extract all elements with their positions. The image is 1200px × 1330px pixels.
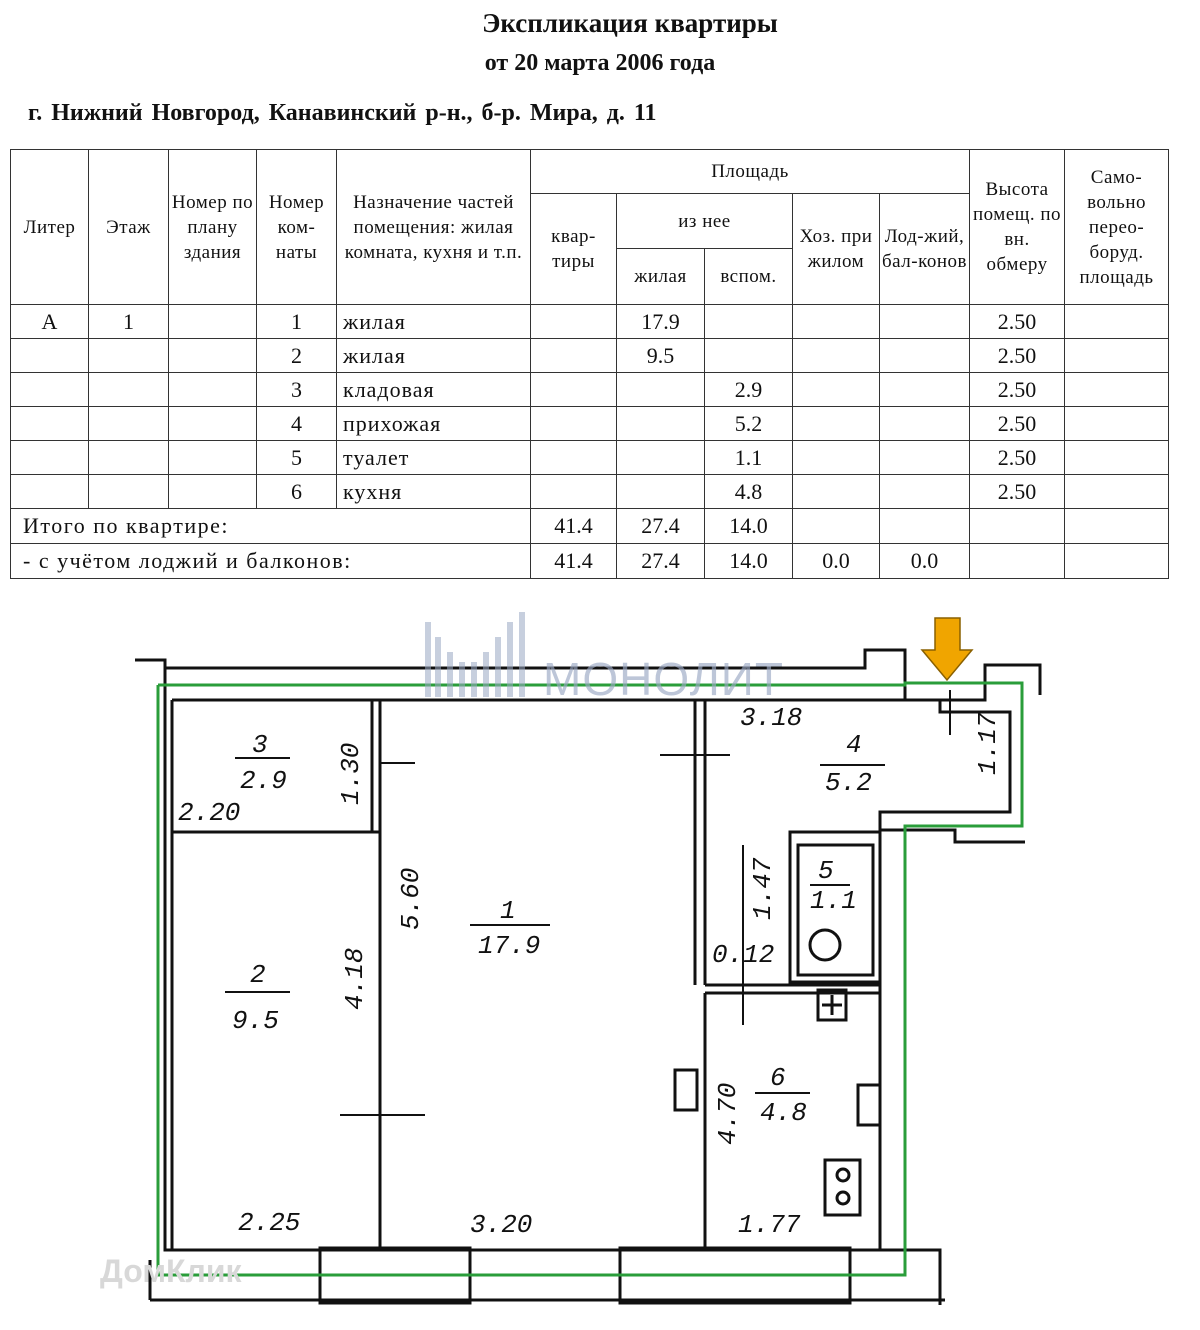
dimension-label: 4.70 (713, 1082, 743, 1145)
total-living: 27.4 (617, 509, 705, 544)
header-living: жилая (617, 249, 705, 305)
cell-living (617, 407, 705, 441)
cell-liter (11, 475, 89, 509)
header-household: Хоз. при жилом (793, 194, 880, 305)
cell-plan (169, 475, 257, 509)
cell-aux: 5.2 (705, 407, 793, 441)
table-row (11, 339, 1169, 373)
dimension-label: 2.25 (238, 1208, 301, 1238)
total-label: - с учётом лоджий и балконов: (11, 544, 531, 579)
cell-aux (705, 305, 793, 339)
dimension-label: 1.17 (973, 712, 1003, 775)
cell-aux: 2.9 (705, 373, 793, 407)
cell-apartment (531, 407, 617, 441)
cell-purpose: кухня (337, 475, 531, 509)
cell-aux (705, 339, 793, 373)
total-loggia: 0.0 (880, 544, 970, 579)
header-of-it: из нее (617, 194, 793, 249)
dimension-label: 0.12 (712, 940, 775, 970)
table-row (11, 407, 1169, 441)
cell-floor: 1 (89, 305, 169, 339)
cell-household (793, 475, 880, 509)
table-row (11, 373, 1169, 407)
plan-wall (880, 842, 940, 1305)
room-4-number: 4 (846, 730, 862, 760)
cell-floor (89, 373, 169, 407)
total-aux: 14.0 (705, 544, 793, 579)
header-unauthorized: Само-вольно перео-боруд. площадь (1065, 150, 1169, 305)
cell-floor (89, 339, 169, 373)
cell-plan (169, 441, 257, 475)
total-household (793, 509, 880, 544)
total-household: 0.0 (793, 544, 880, 579)
cell-unauth (1065, 305, 1169, 339)
dimension-label: 1.77 (738, 1210, 801, 1240)
cell-room: 6 (257, 475, 337, 509)
room-1-area: 17.9 (478, 931, 541, 961)
cell-room: 2 (257, 339, 337, 373)
plan-wall (172, 700, 1025, 842)
table-row (11, 441, 1169, 475)
floor-plan (0, 600, 1200, 1320)
cell-apartment (531, 373, 617, 407)
total-row (11, 509, 1169, 544)
room-4-area: 5.2 (825, 768, 872, 798)
dimension-label: 4.18 (340, 947, 370, 1010)
radiator-fixture (858, 1085, 880, 1125)
header-apartment: квар-тиры (531, 194, 617, 305)
room-3-area: 2.9 (240, 766, 287, 796)
dimension-label: 1.47 (748, 857, 778, 920)
cell-room: 5 (257, 441, 337, 475)
header-floor: Этаж (89, 150, 169, 305)
cell-floor (89, 475, 169, 509)
cell-apartment (531, 305, 617, 339)
cell-height: 2.50 (970, 441, 1065, 475)
header-purpose: Назначение частей помещения: жилая комната, кухня и т.п. (337, 150, 531, 305)
explication-table (10, 149, 1169, 579)
room-6-number: 6 (770, 1063, 786, 1093)
plan-wall (135, 660, 320, 1250)
room-5-area: 1.1 (810, 886, 857, 916)
cell-household (793, 407, 880, 441)
total-living: 27.4 (617, 544, 705, 579)
cell-liter: А (11, 305, 89, 339)
cell-purpose: жилая (337, 339, 531, 373)
cell-unauth (1065, 441, 1169, 475)
cell-unauth (1065, 475, 1169, 509)
total-unauth (1065, 509, 1169, 544)
room-2-area: 9.5 (232, 1006, 279, 1036)
cell-room: 3 (257, 373, 337, 407)
cell-height: 2.50 (970, 407, 1065, 441)
cell-plan (169, 373, 257, 407)
header-room-number: Номер ком-наты (257, 150, 337, 305)
total-loggia (880, 509, 970, 544)
cell-apartment (531, 475, 617, 509)
total-aux: 14.0 (705, 509, 793, 544)
cell-aux: 4.8 (705, 475, 793, 509)
cell-liter (11, 441, 89, 475)
cell-aux: 1.1 (705, 441, 793, 475)
cell-purpose: прихожая (337, 407, 531, 441)
total-apartment: 41.4 (531, 509, 617, 544)
dimension-label: 1.30 (336, 742, 366, 805)
cell-floor (89, 407, 169, 441)
cell-height: 2.50 (970, 373, 1065, 407)
room-3-number: 3 (252, 730, 268, 760)
monolith-watermark: МОНОЛИТ (543, 653, 784, 705)
room-6-area: 4.8 (760, 1098, 807, 1128)
total-height (970, 544, 1065, 579)
cell-floor (89, 441, 169, 475)
cell-plan (169, 407, 257, 441)
cell-plan (169, 305, 257, 339)
cell-room: 1 (257, 305, 337, 339)
cell-living (617, 373, 705, 407)
total-row (11, 544, 1169, 579)
cell-height: 2.50 (970, 305, 1065, 339)
header-area: Площадь (531, 150, 970, 194)
radiator-fixture (675, 1070, 697, 1110)
cell-loggia (880, 475, 970, 509)
address: г. Нижний Новгород, Канавинский р-н., б-р. Мира, д. 11 (28, 100, 657, 126)
cell-purpose: туалет (337, 441, 531, 475)
document-title: Экспликация квартиры (482, 8, 778, 38)
total-label: Итого по квартире: (11, 509, 531, 544)
cell-household (793, 339, 880, 373)
toilet-fixture (810, 930, 840, 960)
cell-living (617, 441, 705, 475)
cell-household (793, 373, 880, 407)
table-row (11, 475, 1169, 509)
room-2-number: 2 (250, 960, 266, 990)
domclick-watermark: ДомКлик (100, 1253, 242, 1289)
cell-liter (11, 407, 89, 441)
cell-household (793, 305, 880, 339)
cell-living (617, 475, 705, 509)
cell-height: 2.50 (970, 475, 1065, 509)
cell-unauth (1065, 373, 1169, 407)
total-apartment: 41.4 (531, 544, 617, 579)
header-height: Высота помещ. по вн. обмеру (970, 150, 1065, 305)
cell-height: 2.50 (970, 339, 1065, 373)
cell-loggia (880, 441, 970, 475)
apartment-outline (158, 683, 1022, 1275)
room-5-number: 5 (818, 856, 834, 886)
cell-apartment (531, 441, 617, 475)
cell-unauth (1065, 339, 1169, 373)
cell-purpose: жилая (337, 305, 531, 339)
header-plan-number: Номер по плану здания (169, 150, 257, 305)
cell-loggia (880, 339, 970, 373)
dimension-label: 5.60 (396, 867, 426, 930)
cell-living: 9.5 (617, 339, 705, 373)
dimension-label: 2.20 (178, 798, 241, 828)
header-loggia: Лод-жий, бал-конов (880, 194, 970, 305)
cell-unauth (1065, 407, 1169, 441)
document-date: от 20 марта 2006 года (484, 50, 716, 76)
cell-loggia (880, 407, 970, 441)
dimension-label: 3.20 (470, 1210, 533, 1240)
dimension-label: 3.18 (740, 703, 803, 733)
cell-purpose: кладовая (337, 373, 531, 407)
down-arrow-icon (922, 618, 972, 680)
room-1-number: 1 (500, 896, 516, 926)
table-row (11, 305, 1169, 339)
header-aux: вспом. (705, 249, 793, 305)
cell-loggia (880, 373, 970, 407)
cell-living: 17.9 (617, 305, 705, 339)
total-height (970, 509, 1065, 544)
cell-loggia (880, 305, 970, 339)
monolith-logo-icon (425, 612, 535, 702)
cell-liter (11, 339, 89, 373)
cell-plan (169, 339, 257, 373)
cell-liter (11, 373, 89, 407)
cell-room: 4 (257, 407, 337, 441)
header-liter: Литер (11, 150, 89, 305)
total-unauth (1065, 544, 1169, 579)
cell-household (793, 441, 880, 475)
cell-apartment (531, 339, 617, 373)
